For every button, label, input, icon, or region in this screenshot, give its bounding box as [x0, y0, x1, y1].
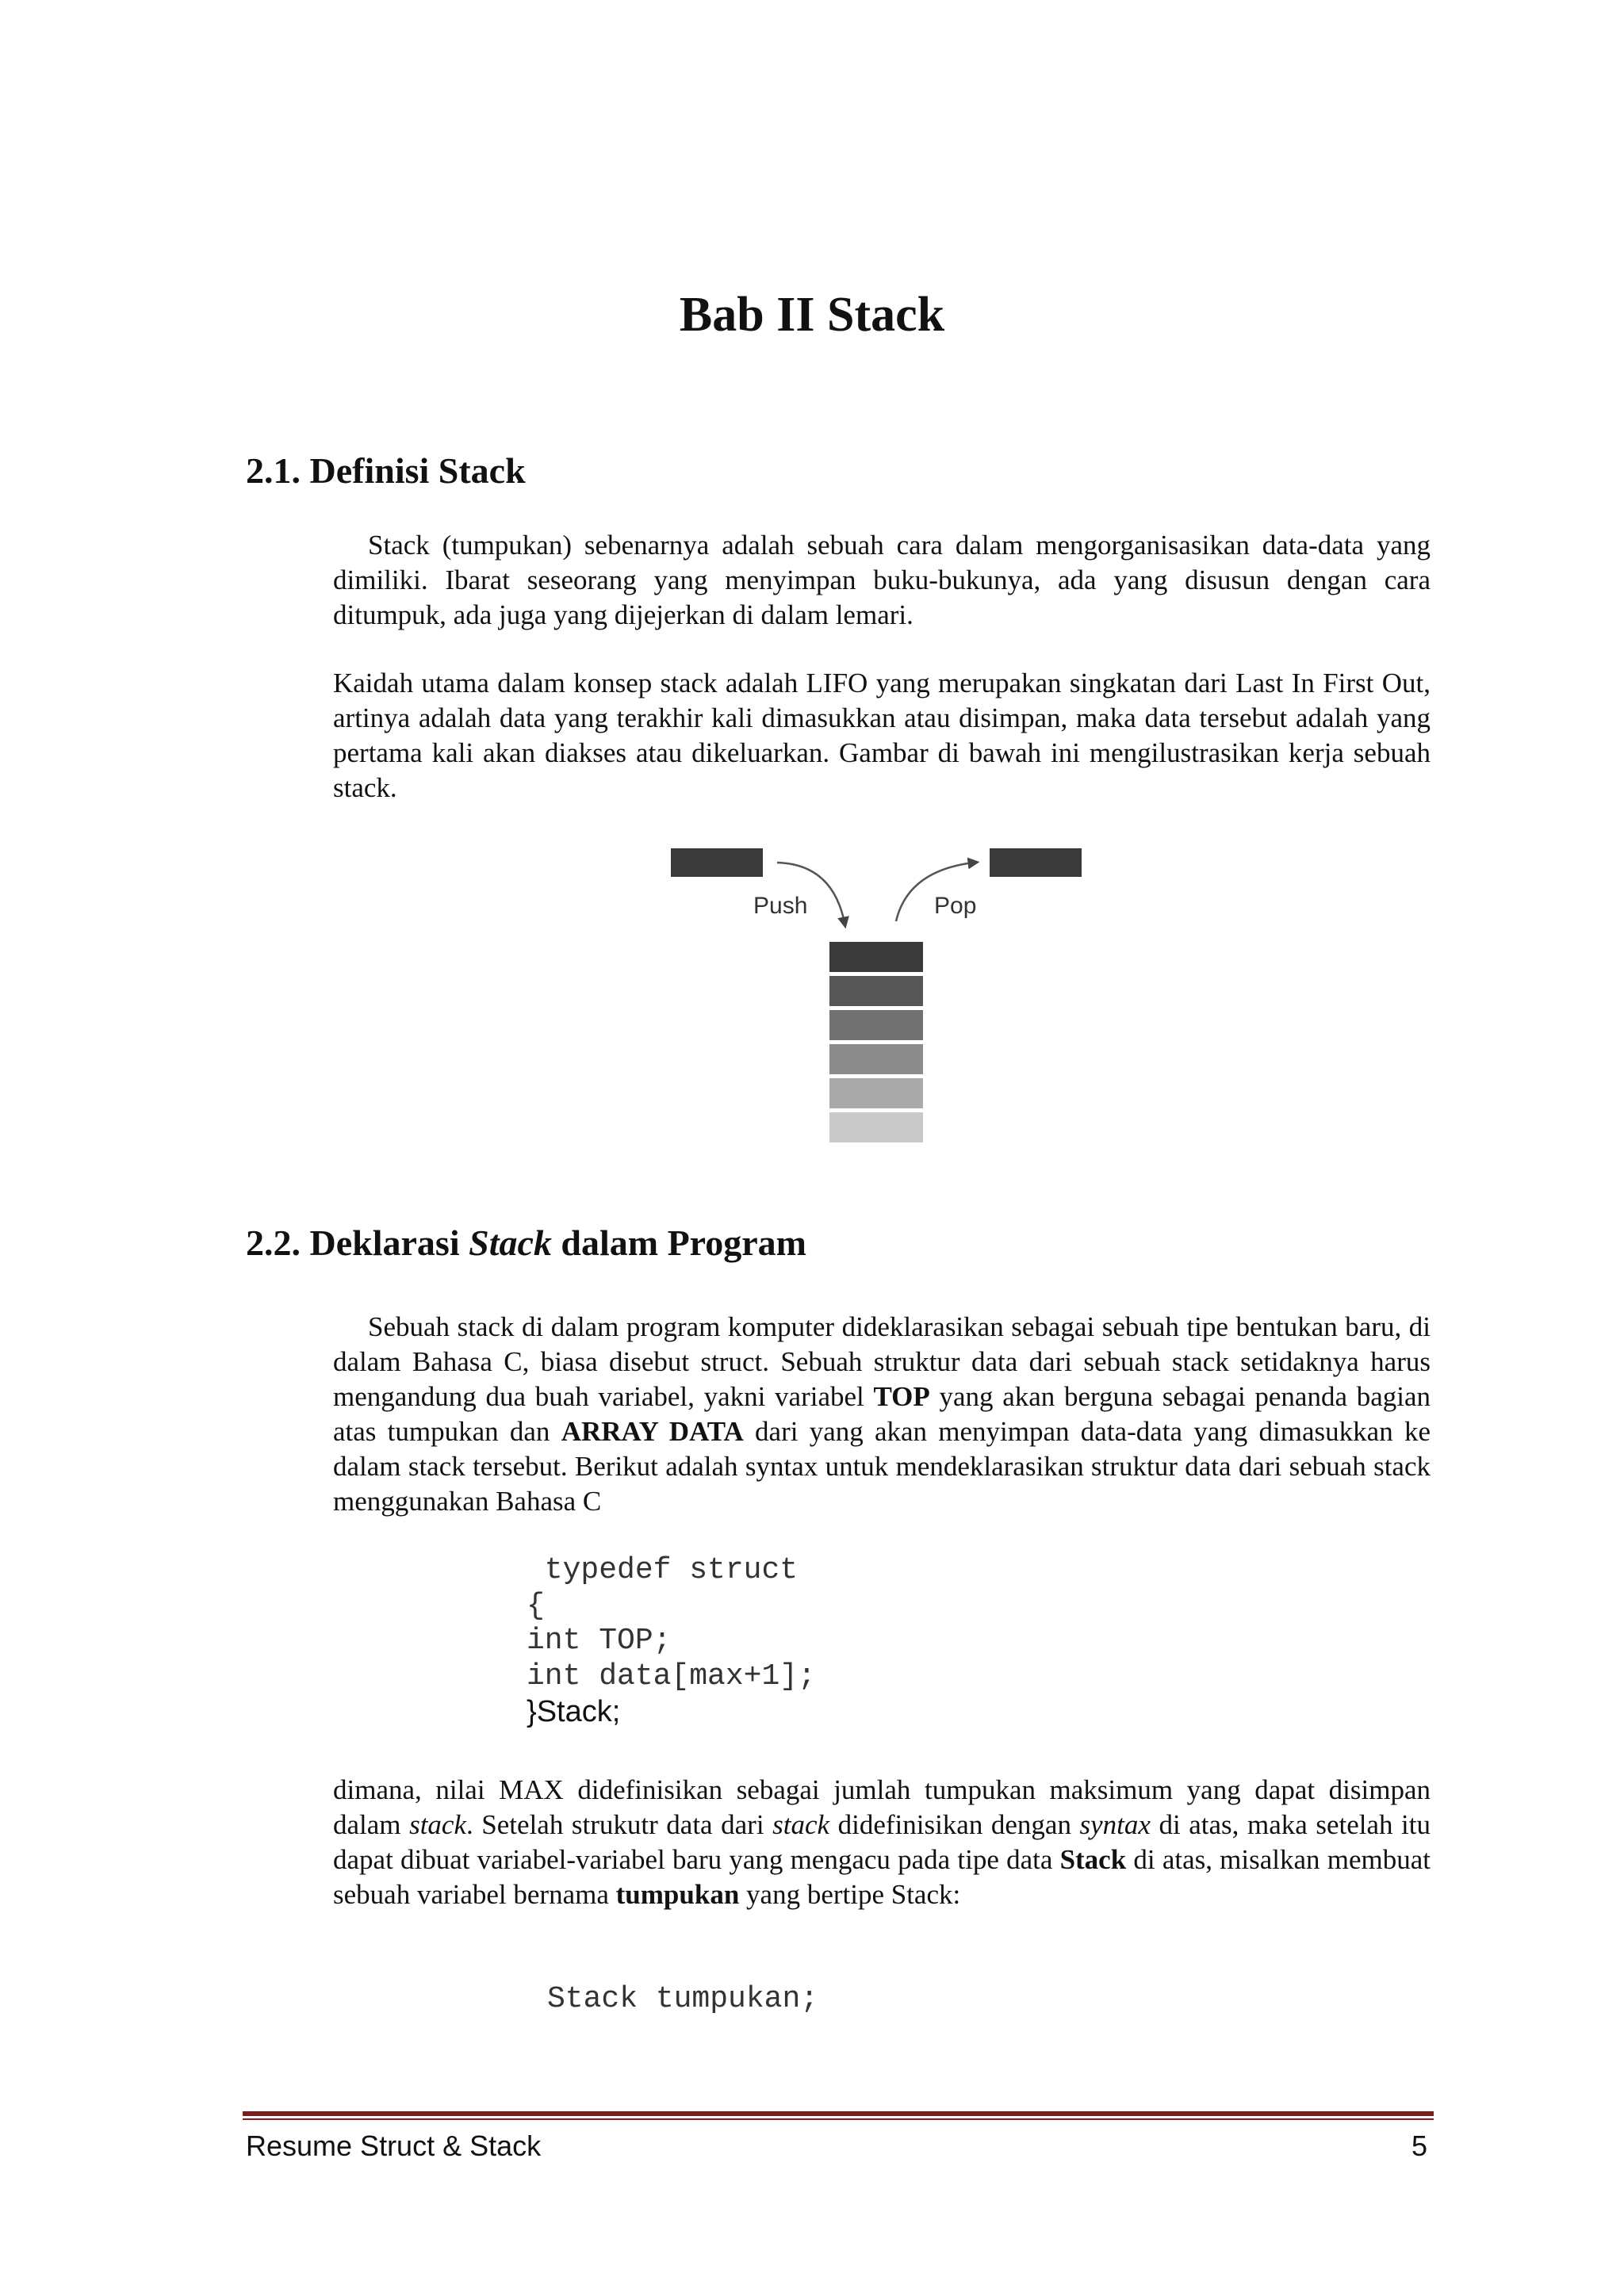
pop-item-block	[990, 848, 1082, 877]
push-item-block	[671, 848, 763, 877]
code-block-struct	[527, 1553, 816, 1732]
section-heading-deklarasi-pre: 2.2. Deklarasi	[246, 1223, 469, 1263]
paragraph-deklarasi	[333, 1310, 1431, 1519]
text-run: Sebuah stack di dalam program komputer dideklarasikan sebagai sebuah tipe bentukan baru, di dalam Bahasa C, biasa disebut struct. Sebuah struktur data dari sebuah stack setidaknya harus mengandung dua buah variabel, yakni variabel	[333, 1311, 1431, 1412]
section-heading-deklarasi-em: Stack	[469, 1223, 552, 1263]
stack-block	[829, 976, 923, 1006]
stack-block	[829, 1112, 923, 1142]
paragraph-definisi	[333, 528, 1431, 633]
footer-title: Resume Struct & Stack	[246, 2130, 542, 2162]
code-line: int TOP;	[527, 1624, 672, 1658]
paragraph-dimana	[333, 1773, 1431, 1912]
text-run-italic: stack	[772, 1809, 830, 1840]
text-run-italic: syntax	[1079, 1809, 1151, 1840]
text-run-bold: tumpukan	[615, 1879, 740, 1910]
page-number: 5	[1411, 2130, 1428, 2162]
text-run: di atas, misalkan membuat sebuah variabel bernama	[333, 1844, 1431, 1910]
stack-illustration	[666, 840, 1094, 1158]
code-line: typedef struct	[527, 1553, 799, 1587]
stack-block	[829, 1078, 923, 1108]
section-heading-deklarasi	[246, 1221, 1435, 1265]
text-run-bold: Stack	[1059, 1844, 1127, 1875]
text-run: dari yang akan menyimpan data-data yang dimasukkan ke dalam stack tersebut. Berikut adalah syntax untuk mendeklarasikan struktur data dari sebuah stack menggunakan Bahasa C	[333, 1416, 1431, 1517]
text-run-bold: ARRAY DATA	[561, 1416, 744, 1447]
text-run: dimana, nilai MAX didefinisikan sebagai jumlah tumpukan maksimum yang dapat disimpan dalam	[333, 1774, 1431, 1840]
paragraph-definisi-1: Stack (tumpukan) sebenarnya adalah sebuah cara dalam mengorganisasikan data-data yang dimiliki. Ibarat seseorang yang menyimpan buku-bukunya, ada yang disusun dengan cara ditumpuk, ada juga yang dijejerkan di dalam lemari.	[333, 530, 1431, 630]
text-run: . Setelah strukutr data dari	[466, 1809, 773, 1840]
footer-rule-thick	[243, 2111, 1434, 2116]
push-label: Push	[753, 893, 808, 919]
stack-blocks	[829, 942, 923, 1142]
stack-block	[829, 942, 923, 972]
code-line: {	[527, 1588, 545, 1623]
paragraph-lifo-text: Kaidah utama dalam konsep stack adalah LIFO yang merupakan singkatan dari Last In First Out, artinya adalah data yang terakhir kali dimasukkan atau disimpan, maka data tersebut adalah yang pertama kali akan diakses atau dikeluarkan. Gambar di bawah ini mengilustrasikan kerja sebuah stack.	[333, 668, 1431, 803]
footer-rule-thin	[243, 2118, 1434, 2120]
text-run: didefinisikan dengan	[829, 1809, 1080, 1840]
text-run: yang bertipe Stack:	[739, 1879, 961, 1910]
stack-block	[829, 1010, 923, 1040]
text-run-bold: TOP	[873, 1381, 930, 1412]
section-heading-deklarasi-post: dalam Program	[551, 1223, 806, 1263]
text-run: di atas, maka setelah itu dapat dibuat variabel-variabel baru yang mengacu pada tipe data	[333, 1809, 1431, 1875]
code-line-last: }Stack;	[527, 1695, 621, 1728]
chapter-title: Bab II Stack	[679, 288, 945, 342]
paragraph-lifo	[333, 666, 1431, 806]
text-run: yang akan berguna sebagai penanda bagian atas tumpukan dan	[333, 1381, 1431, 1447]
code-block-variable: Stack tumpukan;	[547, 1982, 819, 2016]
stack-block	[829, 1044, 923, 1074]
code-line: int data[max+1];	[527, 1659, 816, 1693]
section-heading-definisi: 2.1. Definisi Stack	[246, 450, 526, 491]
pop-label: Pop	[934, 893, 977, 919]
text-run-italic: stack	[409, 1809, 466, 1840]
